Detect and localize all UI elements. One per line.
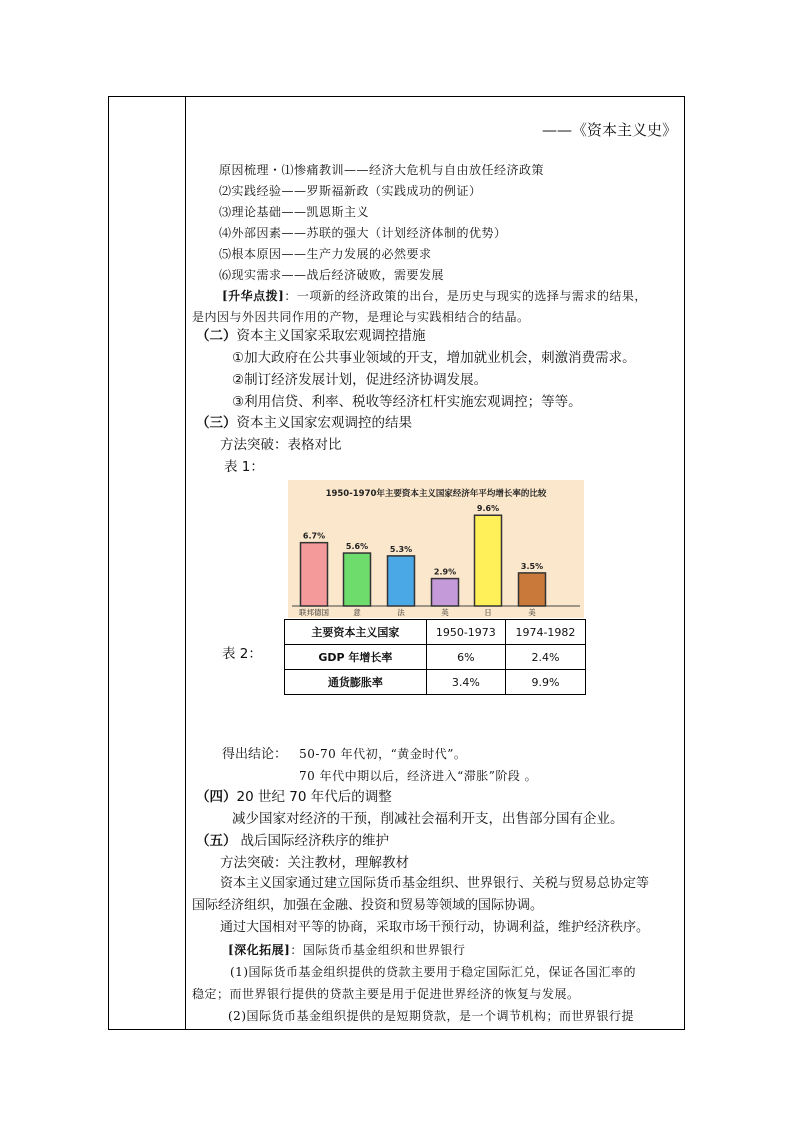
reason-3: ⑶理论基础——凯恩斯主义 bbox=[219, 205, 370, 219]
section5-method: 方法突破：关注教材，理解教材 bbox=[220, 855, 409, 871]
chart-category-label: 英 bbox=[441, 608, 449, 617]
conclusion-text-2: 70 年代中期以后，经济进入“滞胀”阶段 。 bbox=[299, 769, 538, 783]
conclusion-label: 得出结论： bbox=[222, 747, 288, 762]
section2-heading bbox=[196, 326, 426, 346]
extension-1-line2: 稳定；而世界银行提供的贷款主要是用于促进世界经济的恢复与发展。 bbox=[192, 987, 580, 1001]
table-cell: 6% bbox=[426, 645, 505, 670]
extension-title: ：国际货币基金组织和世界银行 bbox=[290, 943, 466, 957]
chart-category-label: 意 bbox=[353, 608, 361, 617]
section2-item-2: ②制订经济发展计划，促进经济协调发展。 bbox=[232, 372, 488, 388]
table-header-cell: 主要资本主义国家 bbox=[285, 620, 427, 645]
chart-bar bbox=[344, 553, 371, 606]
table-cell: 9.9% bbox=[505, 670, 585, 695]
table-cell: 通货膨胀率 bbox=[285, 670, 427, 695]
chart-data-label: 2.9% bbox=[433, 567, 457, 577]
section3-number: （三） bbox=[196, 415, 237, 431]
table-cell: 2.4% bbox=[505, 645, 585, 670]
chart-data-label: 9.6% bbox=[476, 504, 500, 514]
chart-bars bbox=[299, 504, 546, 617]
section4-number: （四） bbox=[196, 789, 237, 805]
conclusion-text-1: 50-70 年代初，“黄金时代”。 bbox=[299, 747, 467, 761]
chart-bar bbox=[388, 556, 415, 606]
table-cell: 3.4% bbox=[426, 670, 505, 695]
table2-label: 表 2： bbox=[222, 646, 262, 662]
extension-1-line1: (1)国际货币基金组织提供的贷款主要用于稳定国际汇兑，保证各国汇率的 bbox=[230, 965, 637, 979]
table1-label: 表 1： bbox=[224, 459, 264, 475]
section4-heading bbox=[196, 787, 392, 807]
section5-para1-line2: 国际经济组织，加强在金融、投资和贸易等领域的国际协调。 bbox=[192, 898, 544, 913]
section3-title: 资本主义国家宏观调控的结果 bbox=[236, 415, 412, 431]
chart-data-label: 3.5% bbox=[520, 561, 544, 571]
section4-text: 减少国家对经济的干预，削减社会福利开支，出售部分国有企业。 bbox=[232, 811, 624, 827]
reason-5: ⑸根本原因——生产力发展的必然要求 bbox=[219, 247, 432, 261]
extension-tag: [深化拓展] bbox=[228, 943, 291, 957]
section5-para2: 通过大国相对平等的协商，采取市场干预行动，协调利益，维护经济秩序。 bbox=[220, 920, 650, 935]
reason-4: ⑷外部因素——苏联的强大（计划经济体制的优势） bbox=[219, 226, 507, 240]
tip-text-1: ：一项新的经济政策的出台，是历史与现实的选择与需求的结果， bbox=[284, 289, 647, 303]
chart-data-label: 5.3% bbox=[389, 544, 413, 554]
conclusion-line-1 bbox=[222, 744, 466, 765]
section2-number: （二） bbox=[196, 328, 237, 344]
chart-bar bbox=[519, 573, 546, 606]
chart-category-label: 日 bbox=[484, 608, 492, 617]
table-row bbox=[285, 645, 586, 670]
section3-method: 方法突破：表格对比 bbox=[220, 437, 342, 453]
extension-2-line1: (2)国际货币基金组织提供的是短期贷款，是一个调节机构；而世界银行提 bbox=[228, 1009, 635, 1023]
chart-category-label: 联邦德国 bbox=[299, 608, 329, 617]
chart-data-label: 6.7% bbox=[302, 531, 326, 541]
chart-bar bbox=[475, 515, 502, 606]
table-header-cell: 1974-1982 bbox=[505, 620, 585, 645]
section2-item-3: ③利用信贷、利率、税收等经济杠杆实施宏观调控；等等。 bbox=[232, 394, 582, 410]
section4-title: 20 世纪 70 年代后的调整 bbox=[236, 789, 392, 805]
section5-para1-line1: 资本主义国家通过建立国际货币基金组织、世界银行、关税与贸易总协定等 bbox=[220, 876, 650, 891]
section5-heading bbox=[196, 831, 389, 851]
chart-data-label: 5.6% bbox=[345, 542, 369, 552]
reason-2: ⑵实践经验——罗斯福新政（实践成功的例证） bbox=[219, 184, 482, 198]
table-cell: GDP 年增长率 bbox=[285, 645, 427, 670]
reason-6: ⑹现实需求——战后经济破败，需要发展 bbox=[219, 268, 445, 282]
chart-category-label: 法 bbox=[397, 608, 405, 617]
source-citation: ——《资本主义史》 bbox=[542, 121, 678, 139]
tip-line-2: 是内因与外因共同作用的产物，是理论与实践相结合的结晶。 bbox=[192, 310, 530, 324]
section5-number: （五） bbox=[196, 833, 237, 849]
table-header-row bbox=[285, 620, 586, 645]
chart-bar bbox=[432, 579, 459, 606]
inflation-comparison-table bbox=[284, 619, 586, 695]
table-row bbox=[285, 670, 586, 695]
column-divider bbox=[185, 97, 186, 1029]
section2-title: 资本主义国家采取宏观调控措施 bbox=[236, 328, 426, 344]
tip-tag: [升华点拨] bbox=[222, 289, 285, 303]
section5-title: 战后国际经济秩序的维护 bbox=[240, 833, 389, 849]
section3-heading bbox=[196, 413, 412, 433]
section2-item-1: ①加大政府在公共事业领域的开支，增加就业机会，刺激消费需求。 bbox=[232, 350, 636, 366]
chart-category-label: 美 bbox=[528, 608, 536, 617]
chart-title: 1950-1970年主要资本主义国家经济年平均增长率的比较 bbox=[325, 489, 547, 499]
reason-1: 原因梳理・⑴惨痛教训——经济大危机与自由放任经济政策 bbox=[219, 163, 545, 177]
growth-rate-bar-chart bbox=[288, 480, 584, 618]
extension-heading bbox=[228, 940, 465, 960]
chart-bar bbox=[301, 543, 328, 606]
table-header-cell: 1950-1973 bbox=[426, 620, 505, 645]
tip-line-1 bbox=[222, 286, 647, 306]
